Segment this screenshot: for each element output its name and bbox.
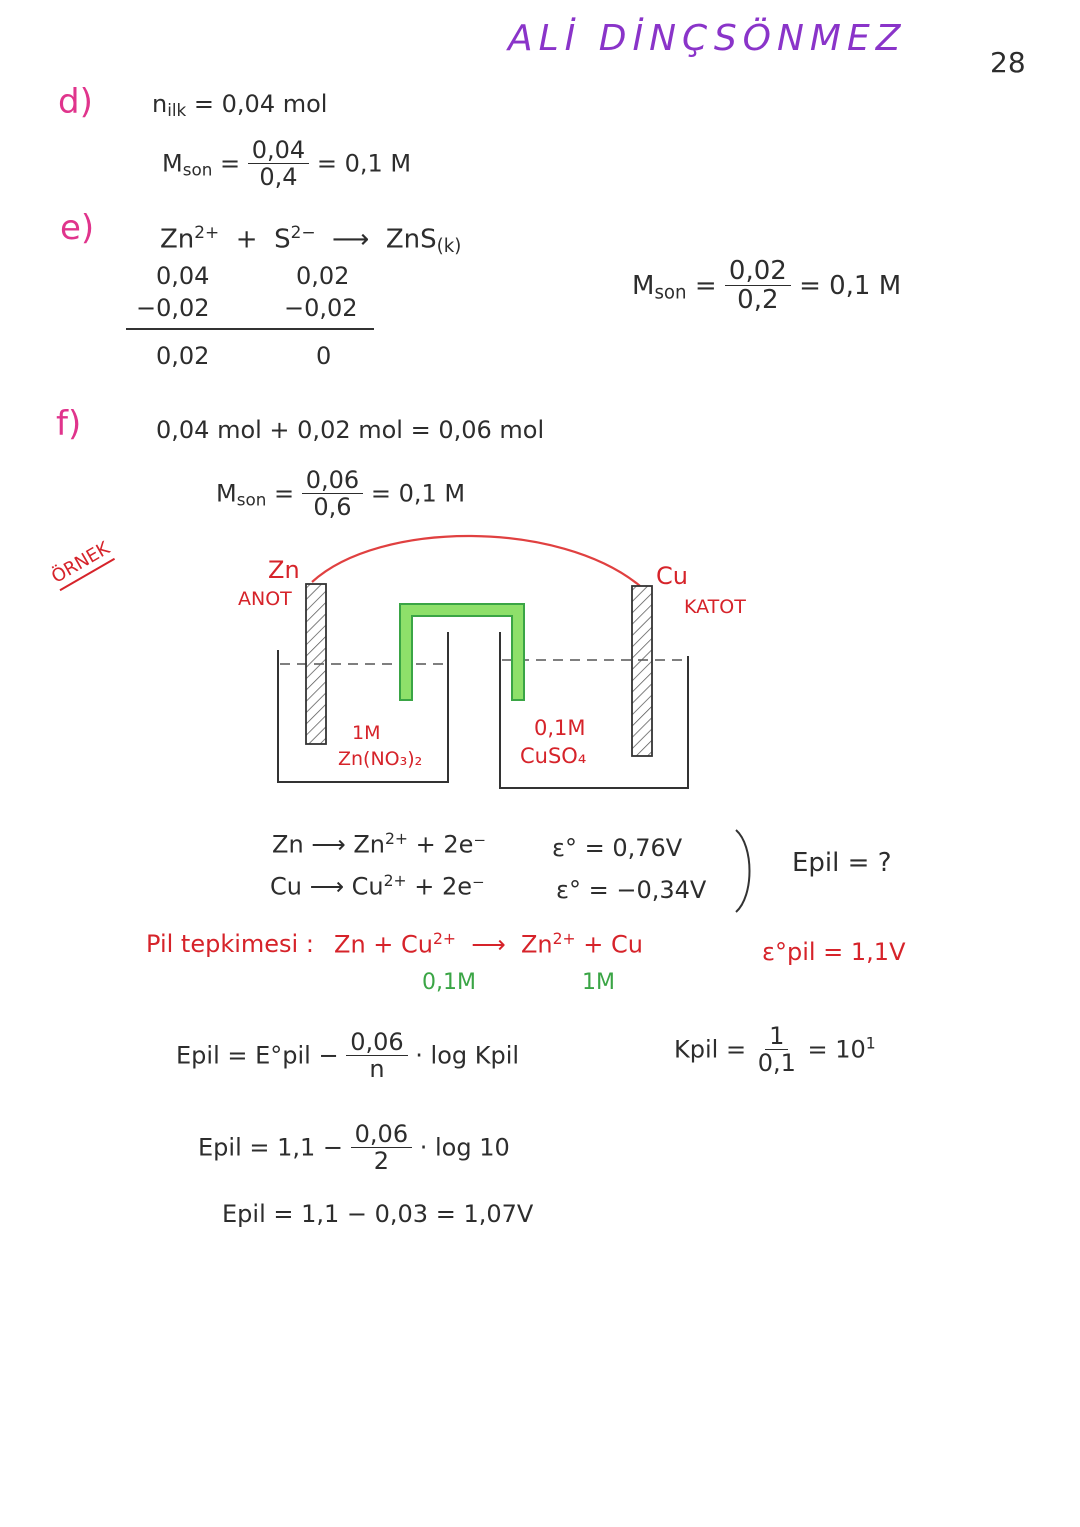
nernst-lhs: Epil = E°pil −: [176, 1041, 339, 1070]
cu-charge: 2+: [383, 872, 407, 890]
fraction: [725, 258, 791, 315]
epil-question: Epil = ?: [792, 848, 892, 878]
denominator: 0,4: [259, 163, 298, 192]
m-sub: son: [236, 489, 267, 510]
reactants: Zn + Cu: [334, 930, 433, 959]
n-value: = 0,04 mol: [193, 90, 328, 118]
e0-pil: ε°pil = 1,1V: [762, 938, 906, 966]
fraction: [346, 1030, 407, 1083]
numerator: 0,02: [725, 258, 791, 286]
right-solution-label: CuSO₄: [520, 744, 587, 768]
part-e-label: e): [60, 208, 95, 248]
denominator: 0,2: [737, 285, 779, 316]
mol-sum: 0,04 mol + 0,02 mol = 0,06 mol: [156, 416, 545, 444]
k-result: = 10: [807, 1035, 866, 1064]
fraction: [754, 1024, 800, 1077]
part-f-label: f): [56, 404, 82, 444]
nernst-step2: [198, 1122, 510, 1175]
zn-conc: 1M: [582, 970, 615, 995]
left-conc-label: 1M: [352, 722, 381, 744]
zn-ion: Zn: [353, 830, 385, 859]
cu: Cu: [270, 872, 302, 901]
half-reaction-cu: [270, 872, 485, 901]
numerator: 0,04: [248, 138, 309, 164]
brace: [732, 826, 762, 916]
left-solution-label: Zn(NO₃)₂: [338, 748, 423, 770]
zn-electrode: [306, 584, 326, 744]
page-number: 28: [990, 46, 1026, 79]
electrons: + 2e⁻: [415, 830, 487, 859]
product-charge: 2+: [552, 930, 576, 948]
n-symbol: n: [152, 90, 168, 118]
s-change: −0,02: [284, 294, 358, 322]
result: = 0,1 M: [799, 270, 902, 301]
n-ilk-equation: [152, 90, 327, 120]
result: = 0,1 M: [370, 479, 466, 508]
s-initial: 0,02: [296, 262, 350, 290]
zn-change: −0,02: [136, 294, 210, 322]
part-d-label: d): [58, 82, 93, 122]
product-state: (k): [436, 235, 462, 257]
arrow: ⟶: [471, 930, 506, 959]
arrow: ⟶: [311, 830, 346, 859]
fraction: [302, 468, 363, 521]
numerator: 1: [765, 1024, 788, 1050]
arrow: ⟶: [309, 872, 345, 901]
reactant-charge: 2+: [433, 930, 456, 948]
fraction: [248, 138, 309, 191]
m-son-d-equation: [162, 138, 411, 191]
left-metal-label: Zn: [268, 556, 300, 584]
zn-initial: 0,04: [156, 262, 210, 290]
external-wire: [312, 536, 640, 586]
m-sub: son: [182, 159, 213, 180]
eq-sign: =: [694, 270, 717, 301]
m-symbol: M: [216, 479, 237, 508]
e0-zn: ε° = 0,76V: [552, 834, 683, 862]
s-ion: S: [274, 224, 291, 255]
nernst-equation: [176, 1030, 519, 1083]
half-reaction-zn: [272, 830, 486, 859]
zn-charge: 2+: [385, 830, 408, 848]
cu-ion: Cu: [351, 872, 384, 901]
product-rest: + Cu: [583, 930, 643, 959]
numerator: 0,06: [346, 1030, 407, 1056]
nernst-tail: · log Kpil: [415, 1041, 520, 1070]
zn-charge: 2+: [194, 222, 220, 242]
zns-reaction: [160, 222, 461, 257]
s-charge: 2−: [290, 222, 316, 242]
k-exp: 1: [865, 1034, 876, 1053]
zn-ion: Zn: [160, 224, 195, 255]
denominator: 0,6: [313, 493, 352, 522]
m-sub: son: [654, 282, 687, 304]
denominator: 0,1: [757, 1049, 796, 1078]
zn-final: 0,02: [156, 342, 210, 370]
k-pil-equation: [674, 1024, 876, 1077]
m-symbol: M: [162, 149, 183, 178]
electrons: + 2e⁻: [414, 872, 485, 901]
k-lhs: Kpil =: [674, 1035, 747, 1064]
right-conc-label: 0,1M: [534, 716, 586, 740]
eq-sign: =: [220, 149, 241, 178]
m-symbol: M: [632, 270, 655, 301]
step2-lhs: Epil = 1,1 −: [198, 1133, 344, 1162]
left-role-label: ANOT: [238, 588, 292, 610]
denominator: n: [369, 1055, 385, 1084]
nernst-step3: Epil = 1,1 − 0,03 = 1,07V: [222, 1200, 534, 1228]
e0-cu: ε° = −0,34V: [556, 876, 707, 904]
numerator: 0,06: [351, 1122, 412, 1148]
cu-conc: 0,1M: [422, 970, 476, 995]
step2-tail: · log 10: [419, 1133, 510, 1162]
cu-electrode: [632, 586, 652, 756]
product-zn: Zn: [520, 930, 553, 959]
numerator: 0,06: [302, 468, 363, 494]
s-final: 0: [316, 342, 332, 370]
cell-reaction-label: Pil tepkimesi :: [146, 930, 314, 958]
example-stamp: ÖRNEK: [48, 538, 115, 591]
salt-bridge: [400, 604, 524, 700]
product: ZnS: [385, 224, 437, 255]
n-sub: ilk: [167, 100, 187, 121]
cell-reaction: [334, 930, 643, 959]
right-role-label: KATOT: [684, 596, 746, 618]
result: = 0,1 M: [316, 149, 412, 178]
right-metal-label: Cu: [656, 562, 688, 590]
zn: Zn: [272, 830, 304, 859]
denominator: 2: [373, 1147, 390, 1176]
table-divider: [126, 328, 374, 330]
eq-sign: =: [274, 479, 295, 508]
author-name: ALİ DİNÇSÖNMEZ: [508, 18, 907, 59]
plus-sign: +: [235, 224, 258, 255]
fraction: [351, 1122, 412, 1175]
arrow: ⟶: [332, 224, 370, 255]
m-son-f-equation: [216, 468, 465, 521]
m-son-e-equation: [632, 258, 901, 315]
